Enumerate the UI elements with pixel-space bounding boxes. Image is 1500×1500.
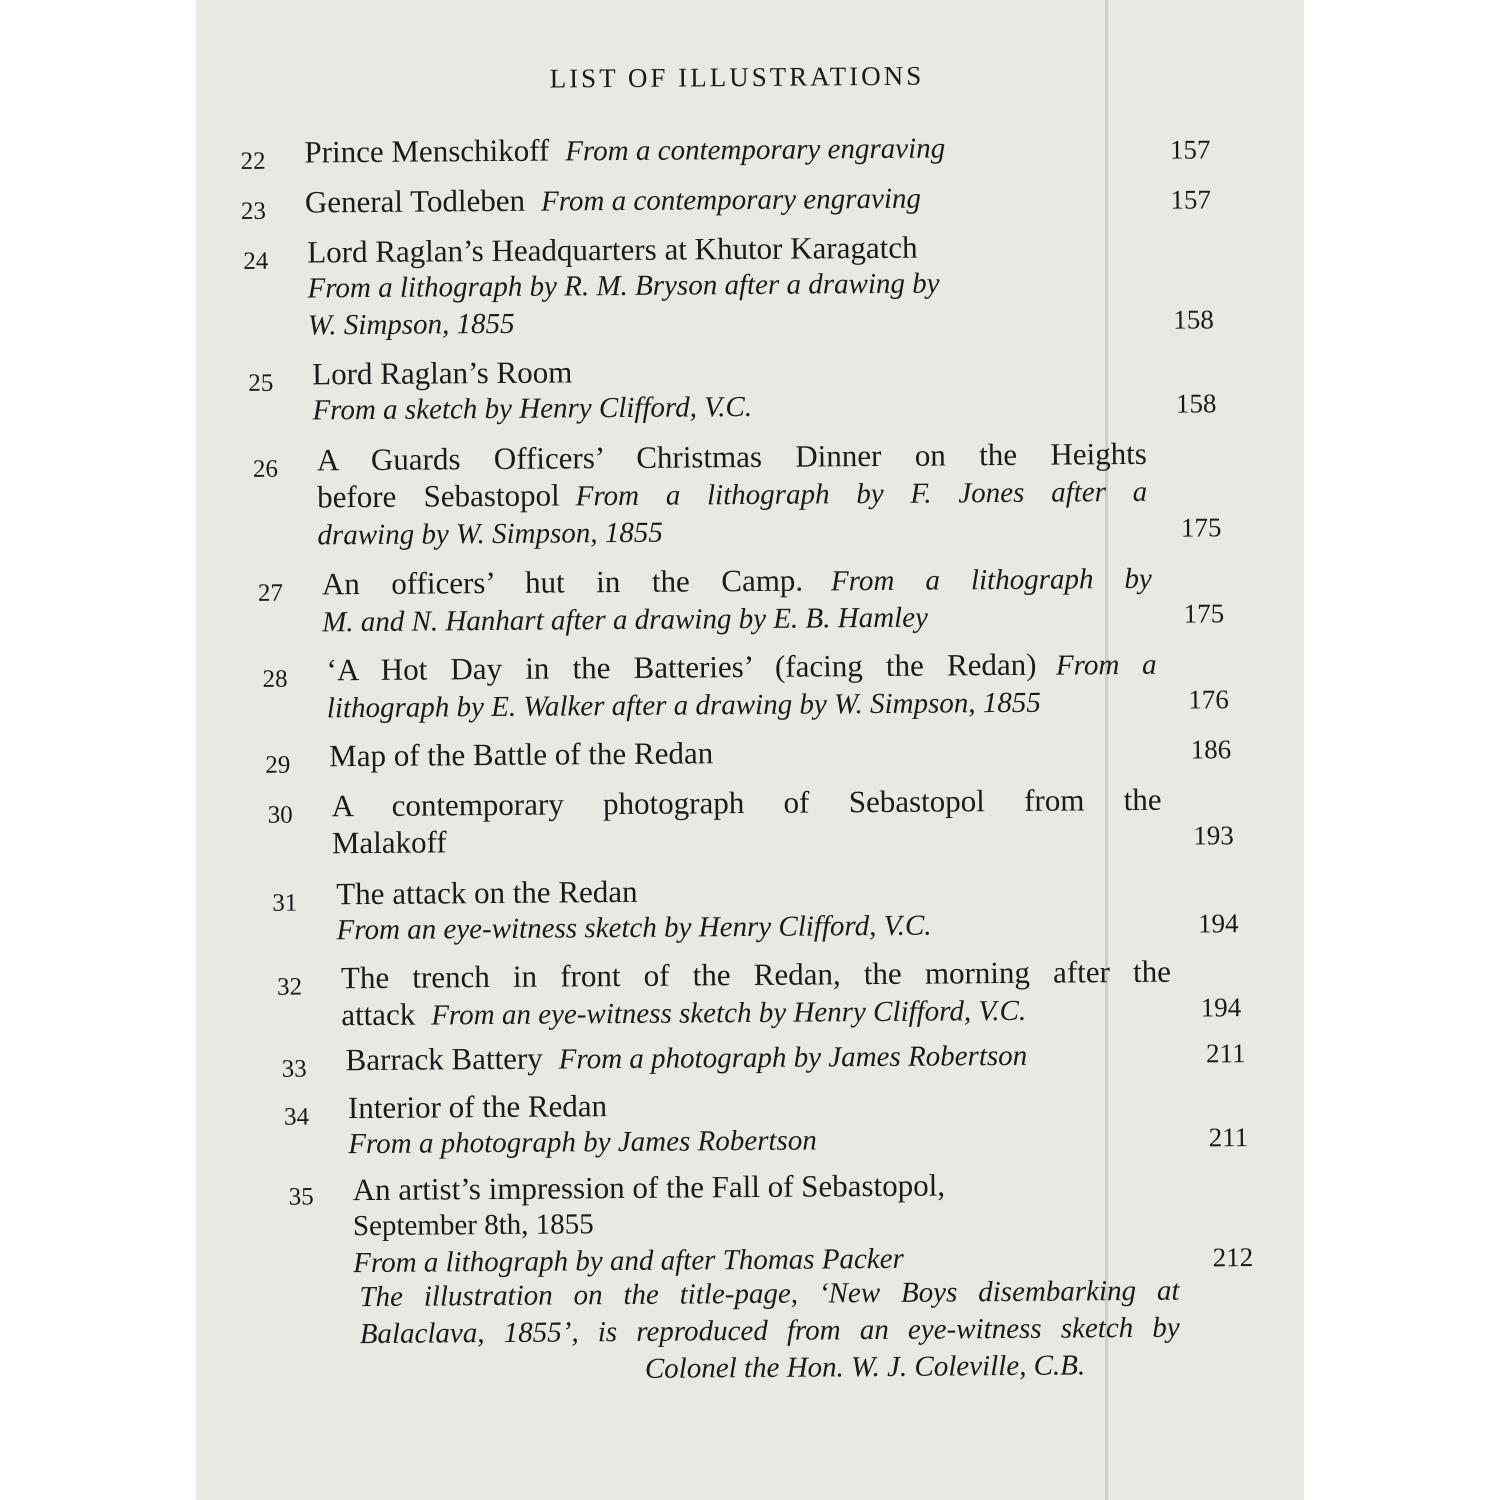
page-content [196,0,1304,1500]
entry-title-line-2: attack [341,996,416,1033]
entry-number: 23 [240,197,267,225]
page-heading: LIST OF ILLUSTRATIONS [549,60,925,94]
entry-number: 34 [283,1103,310,1131]
illustration-entry-35 [200,1162,1254,1280]
entry-title-line-1: A Guards Officers’ Christmas Dinner on the Heights [316,435,1147,478]
entry-number: 28 [262,665,288,693]
entry-title-line-2: Malakoff [331,824,447,861]
illustration-entry-30 [197,778,1247,861]
note-line-3: Colonel the Hon. W. J. Coleville, C.B. [644,1349,1086,1385]
entry-title-line-2: September 8th, 1855 [352,1208,594,1243]
entry-title: General Todleben [304,182,526,220]
entry-page: 194 [1200,992,1242,1023]
entry-title: Interior of the Redan [347,1088,608,1126]
entry-credit: From an eye-witness sketch by Henry Clifford, V.C. [336,909,932,947]
entry-number: 32 [276,973,303,1001]
entry-credit-line-2: M. and N. Hanhart after a drawing by E. B. Hamley [322,601,929,639]
entry-number: 22 [240,147,266,175]
entry-number: 25 [248,369,274,397]
entry-page: 158 [1175,388,1217,419]
entry-credit-line-1: From a lithograph by R. M. Bryson after a drawing by [307,267,940,305]
title-page-illustration-note [359,1273,1180,1390]
entry-page: 157 [1169,134,1211,165]
illustration-entry-34 [200,1080,1250,1161]
illustration-entry-32 [199,950,1249,1033]
entry-page: 157 [1170,184,1211,215]
entry-page: 211 [1208,1122,1249,1153]
entry-number: 35 [288,1183,314,1211]
illustration-entry-28 [196,642,1246,725]
illustration-entry-24 [196,224,1233,342]
entry-credit-line-2: drawing by W. Simpson, 1855 [317,516,663,552]
entry-title: Prince Menschikoff [304,132,550,170]
illustration-entry-22 [196,124,1232,175]
entry-title: Map of the Battle of the Redan [329,735,714,774]
illustration-entry-26 [196,432,1245,552]
entry-number: 26 [252,455,279,483]
illustration-entry-31 [198,866,1248,947]
entry-title: Lord Raglan’s Room [312,354,573,392]
book-page [196,0,1304,1500]
entry-page: 211 [1205,1038,1246,1069]
entry-title-line-1: The trench in front of the Redan, the morning after the [340,953,1172,996]
entry-credit: From a photograph by James Robertson [558,1039,1028,1076]
entry-credit-line-1: From a lithograph by F. Jones after a [575,475,1148,513]
entry-credit: From a contemporary engraving [540,182,922,218]
entry-number: 33 [281,1055,307,1083]
entry-credit: From a photograph by James Robertson [348,1124,817,1161]
entry-page: 193 [1193,820,1234,851]
illustration-entry-25 [196,346,1234,427]
entry-title-line-2: before Sebastopol [317,477,560,515]
entry-credit-line-2: W. Simpson, 1855 [307,307,515,342]
illustration-entry-27 [196,556,1246,639]
entry-credit: From a lithograph by and after Thomas Packer [353,1242,905,1280]
entry-credit: From a contemporary engraving [565,132,946,168]
entry-title: ‘A Hot Day in the Batteries’ (facing the Redan) [326,646,1037,688]
entry-number: 27 [257,579,284,607]
entry-number: 30 [267,801,293,829]
illustration-entry-29 [197,728,1247,779]
entry-credit-line-2: lithograph by E. Walker after a drawing by W. Simpson, 1855 [326,686,1041,725]
entry-page: 186 [1190,734,1232,765]
entry-credit: From an eye-witness sketch by Henry Clifford, V.C. [431,994,1027,1032]
entry-number: 29 [265,751,291,779]
entry-title: The attack on the Redan [336,873,638,912]
entry-page: 194 [1197,908,1239,939]
entry-page: 176 [1188,684,1229,715]
entry-credit-line-1: From a [1055,648,1157,682]
entry-page: 175 [1183,598,1225,629]
entry-credit: From a sketch by Henry Clifford, V.C. [312,390,753,427]
note-line-1: The illustration on the title-page, ‘New Boys disembarking at [359,1274,1180,1314]
entry-title-line-1: An artist’s impression of the Fall of Sebastopol, [352,1167,946,1208]
entry-title: An officers’ hut in the Camp. [321,562,804,602]
entry-title: Barrack Battery [345,1040,543,1078]
entry-title-line-1: A contemporary photograph of Sebastopol from the [331,781,1162,824]
entry-number: 31 [272,889,298,917]
entry-credit-line-1: From a lithograph by [830,562,1152,598]
entry-number: 24 [243,247,269,275]
entry-page: 158 [1173,304,1214,335]
note-line-2: Balaclava, 1855’, is reproduced from an eye-witness sketch by [359,1311,1180,1351]
entry-page: 212 [1212,1242,1254,1273]
illustration-entry-23 [196,174,1233,225]
entry-title: Lord Raglan’s Headquarters at Khutor Karagatch [307,229,918,270]
entry-page: 175 [1180,512,1222,543]
